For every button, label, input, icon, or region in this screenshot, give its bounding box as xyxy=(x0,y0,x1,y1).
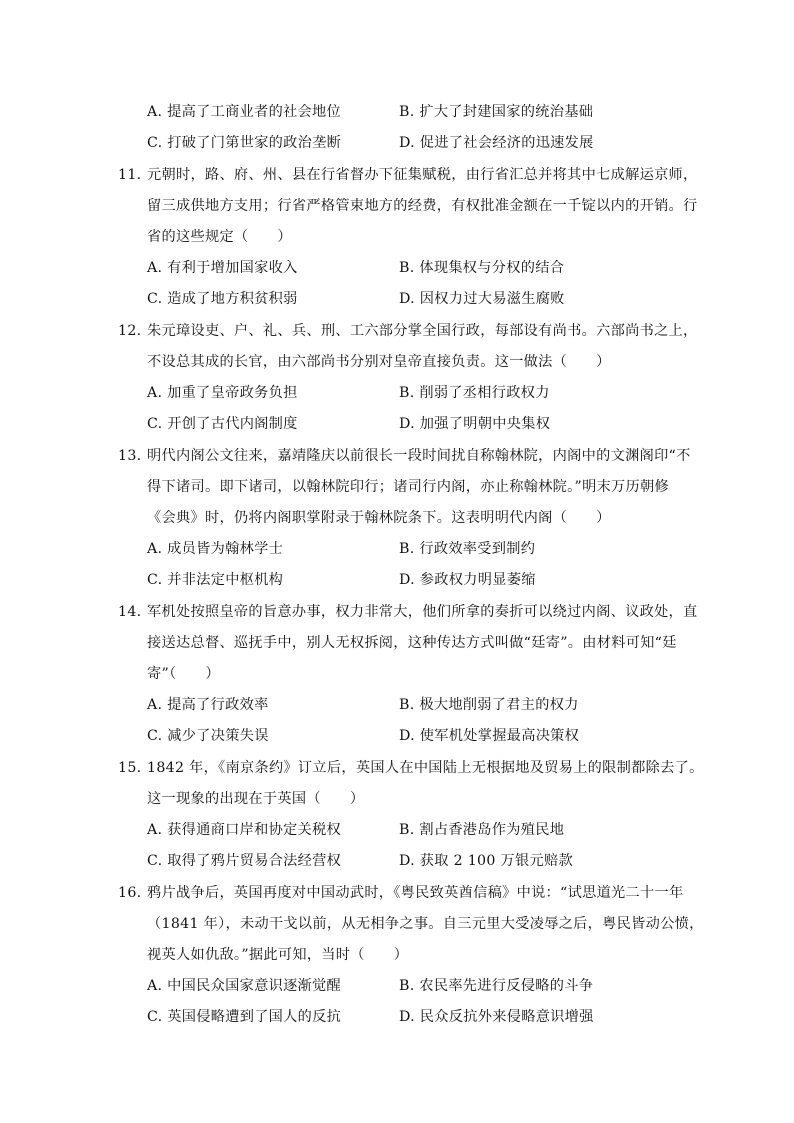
q13-number: 13. xyxy=(118,448,142,464)
q16-number: 16. xyxy=(118,885,142,901)
q10-option-b: B. 扩大了封建国家的统治基础 xyxy=(399,104,594,120)
q16-stem-line-3: 视英人如仇敌。”据此可知，当时（ ） xyxy=(147,947,409,963)
q15-stem-line-2: 这一现象的出现在于英国（ ） xyxy=(147,791,365,807)
q12-option-c: C. 开创了古代内阁制度 xyxy=(147,416,298,432)
q13-option-a: A. 成员皆为翰林学士 xyxy=(147,541,284,557)
q15-number: 15. xyxy=(118,760,142,776)
q13-stem-line-3: 《会典》时，仍将内阁职掌附录于翰林院条下。这表明明代内阁（ ） xyxy=(147,510,611,526)
q12-stem-line-1: 朱元璋设吏、户、礼、兵、刑、工六部分掌全国行政，每部设有尚书。六部尚书之上， xyxy=(147,323,698,339)
q15-option-d: D. 获取 2 100 万银元赔款 xyxy=(399,853,573,869)
q16-option-c: C. 英国侵略遭到了国人的反抗 xyxy=(147,1009,342,1025)
q14-option-a: A. 提高了行政效率 xyxy=(147,697,269,713)
q14-stem-line-2: 接送达总督、巡抚手中，别人无权拆阅，这种传达方式叫做“廷寄”。由材料可知“廷 xyxy=(147,635,677,651)
q16-option-a: A. 中国民众国家意识逐渐觉醒 xyxy=(147,978,342,994)
q14-number: 14. xyxy=(118,604,142,620)
q12-number: 12. xyxy=(118,323,142,339)
q15-option-b: B. 割占香港岛作为殖民地 xyxy=(399,822,565,838)
q10-option-d: D. 促进了社会经济的迅速发展 xyxy=(399,135,594,151)
q11-stem-line-3: 省的这些规定（ ） xyxy=(147,229,292,245)
q14-option-d: D. 使军机处掌握最高决策权 xyxy=(399,728,580,744)
q10-option-c: C. 打破了门第世家的政治垄断 xyxy=(147,135,342,151)
q16-option-b: B. 农民率先进行反侵略的斗争 xyxy=(399,978,594,994)
q10-option-a: A. 提高了工商业者的社会地位 xyxy=(147,104,342,120)
q14-stem-line-1: 军机处按照皇帝的旨意办事，权力非常大，他们所拿的奏折可以绕过内阁、议政处，直 xyxy=(147,604,698,620)
q11-option-c: C. 造成了地方积贫积弱 xyxy=(147,291,298,307)
q14-stem-line-3: 寄”（ ） xyxy=(147,666,220,682)
q11-option-d: D. 因权力过大易滋生腐败 xyxy=(399,291,565,307)
q13-stem-line-2: 得下诸司。即下诸司，以翰林院印行；诸司行内阁，亦止称翰林院。”明末万历朝修 xyxy=(147,479,670,495)
q12-option-a: A. 加重了皇帝政务负担 xyxy=(147,385,298,401)
q14-option-b: B. 极大地削弱了君主的权力 xyxy=(399,697,579,713)
q11-option-a: A. 有利于增加国家收入 xyxy=(147,260,298,276)
q12-option-b: B. 削弱了丞相行政权力 xyxy=(399,385,550,401)
q16-stem-line-2: （1841 年），未动干戈以前，从无相争之事。自三元里大受凌辱之后，粤民皆动公愤， xyxy=(147,916,704,932)
q13-option-c: C. 并非法定中枢机构 xyxy=(147,572,284,588)
q15-stem-line-1: 1842 年，《南京条约》订立后，英国人在中国陆上无根据地及贸易上的限制都除去了。 xyxy=(147,760,704,776)
q11-stem-line-2: 留三成供地方支用；行省严格管束地方的经费，有权批准金额在一千锭以内的开销。行 xyxy=(147,198,698,214)
q16-stem-line-1: 鸦片战争后，英国再度对中国动武时，《粤民致英酋信稿》中说：“试思道光二十一年 xyxy=(147,885,684,901)
q11-option-b: B. 体现集权与分权的结合 xyxy=(399,260,565,276)
q12-stem-line-2: 不设总其成的长官，由六部尚书分别对皇帝直接负责。这一做法（ ） xyxy=(147,354,611,370)
q11-stem-line-1: 元朝时，路、府、州、县在行省督办下征集赋税，由行省汇总并将其中七成解运京师， xyxy=(147,167,698,183)
q15-option-a: A. 获得通商口岸和协定关税权 xyxy=(147,822,342,838)
q11-number: 11. xyxy=(118,167,142,183)
q14-option-c: C. 减少了决策失误 xyxy=(147,728,269,744)
q15-option-c: C. 取得了鸦片贸易合法经营权 xyxy=(147,853,342,869)
q13-stem-line-1: 明代内阁公文往来，嘉靖隆庆以前很长一段时间扰自称翰林院，内阁中的文渊阁印“不 xyxy=(147,448,691,464)
q13-option-b: B. 行政效率受到制约 xyxy=(399,541,536,557)
q13-option-d: D. 参政权力明显萎缩 xyxy=(399,572,536,588)
q16-option-d: D. 民众反抗外来侵略意识增强 xyxy=(399,1009,594,1025)
q12-option-d: D. 加强了明朝中央集权 xyxy=(399,416,551,432)
